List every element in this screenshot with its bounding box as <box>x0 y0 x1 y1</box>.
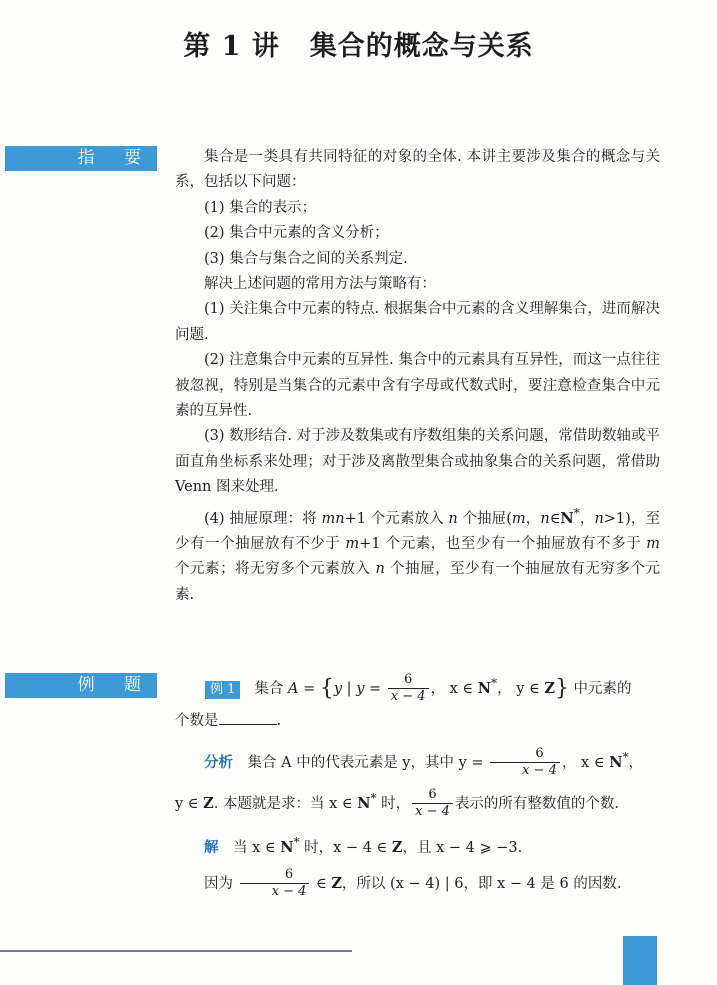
fraction: $\frac{6}{x - 4}$ <box>240 867 310 901</box>
guide-q1: (1) 集合的表示； <box>204 199 317 216</box>
example-tag: 例 1 <box>205 681 240 699</box>
solution-label: 解 <box>204 838 219 856</box>
guide-method-3: (3) 数形结合. 对于涉及数集或有序数组集的关系问题，常借助数轴或平面直角坐标系来处理；对于涉及离散型集合或抽象集合的关系问题，常借助 Venn 图来处理. <box>175 428 660 496</box>
lecture-number: 第 1 讲 <box>183 31 280 62</box>
solution: 解 当 x ∈ N* 时，x − 4 ∈ Z，且 x − 4 ⩾ −3. <box>204 834 523 856</box>
fraction: $\frac{6}{x - 4}$ <box>412 787 453 821</box>
guide-q3: (3) 集合与集合之间的关系判定. <box>204 250 408 267</box>
answer-blank <box>219 710 277 725</box>
guide-methods-intro: 解决上述问题的常用方法与策略有： <box>204 276 436 293</box>
guide-method-1: (1) 关注集合中元素的特点. 根据集合中元素的含义理解集合，进而解决问题. <box>175 301 660 343</box>
guide-method-2: (2) 注意集合中元素的互异性. 集合中的元素具有互异性，而这一点往往被忽视，特别是当集合的元素中含有字母或代数式时，要注意检查集合中元素的互异性. <box>175 352 660 420</box>
page-corner-tab <box>623 936 657 985</box>
guide-q2: (2) 集合中元素的含义分析； <box>204 225 389 242</box>
solution-line2: 因为 $\frac{6}{x - 4}$ ∈ Z，所以 (x − 4) | 6，即 x − 4 是 6 的因数. <box>204 866 622 899</box>
page-title <box>0 24 717 63</box>
lecture-title: 集合的概念与关系 <box>309 31 534 62</box>
example-question: 例 1 集合 A = {y | y = $\frac{6}{x - 4}$ ， x ∈ N*， y ∈ Z} 中元素的 <box>175 668 660 706</box>
section-label-guide: 指 要 <box>5 146 157 171</box>
example-question-line2: 个数是 . <box>175 706 660 736</box>
guide-text <box>175 145 660 608</box>
analysis: 分析 集合 A 中的代表元素是 y，其中 y = $\frac{6}{x - 4}$ ， x ∈ N*， <box>204 745 643 778</box>
analysis-label: 分析 <box>204 753 233 771</box>
analysis-line2: y ∈ Z. 本题就是求：当 x ∈ N* 时， $\frac{6}{x - 4}$ 表示的所有整数值的个数. <box>175 787 620 820</box>
fraction: $\frac{6}{x - 4}$ <box>388 672 429 706</box>
fraction: $\frac{6}{x - 4}$ <box>490 746 560 780</box>
footer-divider <box>0 950 352 952</box>
example-text <box>175 668 660 900</box>
guide-intro: 集合是一类具有共同特征的对象的全体. 本讲主要涉及集合的概念与关系，包括以下问题： <box>175 149 660 191</box>
guide-method-4: (4) 抽屉原理：将 mn+1 个元素放入 n 个抽屉(m，n∈N*，n>1)，至少有一个抽屉放有不少于 m+1 个元素，也至少有一个抽屉放有不多于 m 个元素；将无穷多个元素放入 n 个抽屉，至少有一个抽屉放有无穷多个元素. <box>175 505 661 603</box>
section-label-example: 例 题 <box>5 673 157 698</box>
